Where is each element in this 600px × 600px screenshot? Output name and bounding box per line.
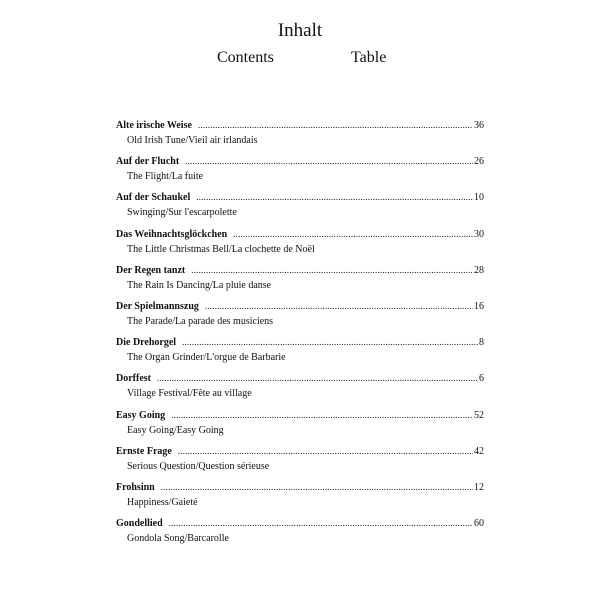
dot-leader <box>182 336 478 349</box>
toc-entry <box>116 155 484 191</box>
toc-entry-title: Das Weihnachtsglöckchen <box>116 228 228 240</box>
toc-entry-translation: The Organ Grinder/L'orgue de Barbarie <box>127 352 286 364</box>
toc-entry <box>116 445 484 481</box>
toc-entry-row <box>116 264 484 277</box>
toc-entry <box>116 300 484 336</box>
toc-entry-title: Easy Going <box>116 409 166 421</box>
dot-leader <box>161 481 473 494</box>
toc-entry-row <box>116 300 484 313</box>
toc-entry <box>116 228 484 264</box>
toc-entry-page: 8 <box>479 337 484 349</box>
toc-entry <box>116 481 484 517</box>
toc-entry-row <box>116 191 484 204</box>
toc-entry-page: 10 <box>474 192 484 204</box>
dot-leader <box>157 372 478 385</box>
toc-entry-page: 26 <box>474 156 484 168</box>
toc-entry-row <box>116 336 484 349</box>
toc-entry-page: 52 <box>474 409 484 421</box>
toc-entry <box>116 409 484 445</box>
toc-entry-translation: The Little Christmas Bell/La clochette de Noël <box>127 243 315 255</box>
toc-entry-title: Frohsinn <box>116 481 155 493</box>
toc-entry-page: 28 <box>474 264 484 276</box>
toc-entry-page: 30 <box>474 228 484 240</box>
page-title: Inhalt <box>277 20 323 41</box>
toc-entry-row <box>116 481 484 494</box>
toc-entry-page: 36 <box>474 120 484 131</box>
toc-entry-title: Alte irische Weise <box>116 120 192 131</box>
toc-entry-translation: Serious Question/Question sérieuse <box>127 460 270 472</box>
dot-leader <box>185 155 473 168</box>
toc-entry-page: 16 <box>474 300 484 312</box>
subtitle-table: Table <box>351 49 387 66</box>
toc-entry-title: Ernste Frage <box>116 445 172 457</box>
dot-leader <box>178 445 473 458</box>
toc-entry-translation: The Rain Is Dancing/La pluie danse <box>127 279 272 291</box>
toc-entry-row <box>116 517 484 530</box>
toc-entry-translation: Village Festival/Fête au village <box>127 388 252 400</box>
subtitle-row <box>0 48 600 68</box>
toc-entry-translation: Happiness/Gaieté <box>127 496 198 508</box>
toc-entry-page: 42 <box>474 445 484 457</box>
toc-entry-row <box>116 409 484 422</box>
toc-entry <box>116 372 484 408</box>
toc-entry-title: Der Regen tanzt <box>116 264 186 276</box>
toc-entry-page: 60 <box>474 518 484 530</box>
toc-entry-title: Gondellied <box>116 518 163 530</box>
toc-entry-translation: The Flight/La fuite <box>127 171 204 183</box>
toc-entry-title: Auf der Schaukel <box>116 192 191 204</box>
toc-entry-title: Dorffest <box>116 373 151 385</box>
dot-leader <box>171 409 473 422</box>
dot-leader <box>198 119 473 132</box>
toc-entry-title: Auf der Flucht <box>116 156 180 168</box>
dot-leader <box>169 517 473 530</box>
toc-entry-page: 12 <box>474 481 484 493</box>
dot-leader <box>196 191 473 204</box>
toc-entry-row <box>116 445 484 458</box>
toc-entry-title: Der Spielmannszug <box>116 300 199 312</box>
toc-entry-title: Die Drehorgel <box>116 337 177 349</box>
toc-entry-translation: Old Irish Tune/Vieil air irlandais <box>127 135 258 146</box>
dot-leader <box>233 228 473 241</box>
toc-entry-row <box>116 372 484 385</box>
toc-entry-translation: Swinging/Sur l'escarpolette <box>127 207 237 219</box>
toc-entry <box>116 336 484 372</box>
toc-entry-row <box>116 155 484 168</box>
dot-leader <box>205 300 473 313</box>
toc-entry <box>116 191 484 227</box>
dot-leader <box>191 264 473 277</box>
toc-entry <box>116 119 484 155</box>
toc-entry <box>116 517 484 553</box>
toc-entry-page: 6 <box>479 373 484 385</box>
subtitle-contents: Contents <box>217 49 274 66</box>
toc-entry <box>116 264 484 300</box>
toc-entry-row <box>116 119 484 132</box>
toc-entry-translation: The Parade/La parade des musiciens <box>127 315 274 327</box>
toc-entry-row <box>116 228 484 241</box>
table-of-contents <box>116 119 484 553</box>
toc-entry-translation: Easy Going/Easy Going <box>127 424 224 436</box>
toc-entry-translation: Gondola Song/Barcarolle <box>127 533 229 545</box>
